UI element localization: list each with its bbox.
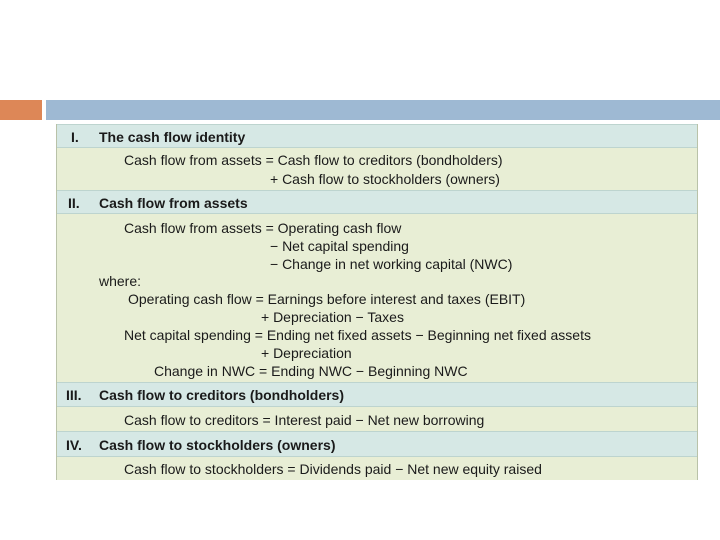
formula-line: Cash flow to creditors = Interest paid − Net new borrowing: [124, 412, 485, 428]
section-title: Cash flow from assets: [99, 195, 248, 211]
accent-bar-orange: [0, 100, 42, 120]
formula-line: Operating cash flow = Earnings before interest and taxes (EBIT): [128, 291, 526, 307]
section-header-4: [57, 431, 697, 457]
cash-flow-summary-table: [56, 124, 698, 480]
section-numeral: IV.: [66, 437, 82, 453]
formula-line: Cash flow to stockholders = Dividends paid − Net new equity raised: [124, 461, 542, 477]
formula-line: where:: [99, 273, 142, 289]
formula-line: Cash flow from assets = Cash flow to creditors (bondholders): [124, 152, 503, 168]
formula-line: + Cash flow to stockholders (owners): [270, 171, 500, 187]
section-title: Cash flow to creditors (bondholders): [99, 387, 345, 403]
section-title: The cash flow identity: [99, 129, 246, 145]
formula-line: + Depreciation − Taxes: [261, 309, 404, 325]
formula-line: Net capital spending = Ending net fixed assets − Beginning net fixed assets: [124, 327, 591, 343]
section-numeral: I.: [71, 129, 79, 145]
formula-line: + Depreciation: [261, 345, 352, 361]
formula-line: − Net capital spending: [270, 238, 409, 254]
formula-line: − Change in net working capital (NWC): [270, 256, 513, 272]
section-numeral: II.: [68, 195, 80, 211]
section-header-1: [57, 124, 697, 148]
section-header-2: [57, 190, 697, 214]
section-title: Cash flow to stockholders (owners): [99, 437, 336, 453]
section-numeral: III.: [66, 387, 82, 403]
accent-bar-blue: [46, 100, 720, 120]
formula-line: Change in NWC = Ending NWC − Beginning NWC: [154, 363, 468, 379]
section-header-3: [57, 382, 697, 407]
formula-line: Cash flow from assets = Operating cash flow: [124, 220, 402, 236]
